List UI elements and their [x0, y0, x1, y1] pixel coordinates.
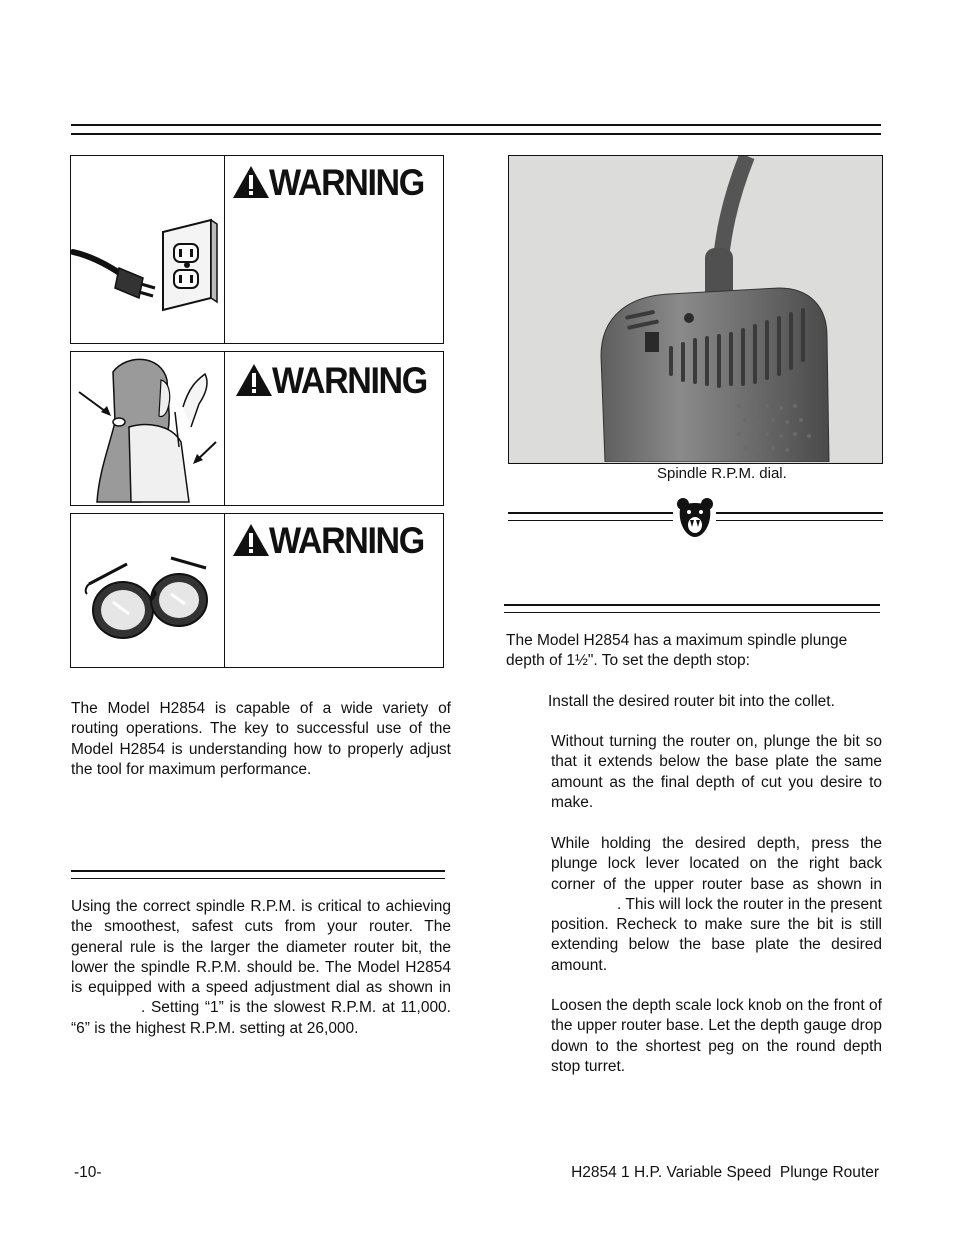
bear-logo-icon	[676, 497, 714, 539]
depth-intro: The Model H2854 has a maximum spindle plunge depth of 1½". To set the depth stop:	[506, 632, 848, 670]
warning-header	[231, 518, 437, 562]
rpm-text-part2: . Setting “1” is the slowest R.P.M. at 11,000. “6” is the highest R.P.M. setting at 26,000.	[71, 999, 451, 1037]
warning-header	[231, 160, 437, 204]
section-rule-depth	[504, 604, 880, 606]
rpm-text-part1: Using the correct spindle R.P.M. is critical to achieving the smoothest, safest cuts from your router. The general rule is the larger the diameter router bit, the lower the spindle R.P.M. should be. The Model H2854 is equipped with a speed adjustment dial as shown in	[71, 898, 451, 997]
step-2: Without turning the router on, plunge the bit so that it extends below the base plate the same amount as the final depth of cut you desire to make.	[551, 733, 882, 811]
warning-triangle-icon	[234, 362, 274, 398]
step-3-part1: While holding the desired depth, press the plunge lock lever located on the right back corner of the upper router base as shown in	[551, 835, 882, 893]
warning-label: WARNING	[272, 359, 427, 401]
footer-model-title: H2854 1 H.P. Variable Speed Plunge Router	[571, 1164, 879, 1181]
logo-rule-right-top	[716, 512, 883, 514]
plug-outlet-icon	[71, 156, 224, 343]
long-hair-icon	[71, 352, 224, 505]
safety-glasses-icon	[71, 514, 224, 667]
intro-paragraph: The Model H2854 is capable of a wide variety of routing operations. The key to successful use of the Model H2854 is understanding how to properly adjust the tool for maximum performance.	[71, 700, 451, 778]
router-photo	[508, 155, 883, 464]
warning-triangle-icon	[231, 522, 271, 558]
step-3	[551, 834, 882, 976]
warning-triangle-icon	[231, 164, 271, 200]
warning-box-hair	[70, 351, 444, 506]
section-rule-depth-lower	[504, 612, 880, 613]
step-4: Loosen the depth scale lock knob on the front of the upper router base. Let the depth gauge drop down to the shortest peg on the round depth stop turret.	[551, 997, 882, 1075]
header-rule-top	[71, 124, 881, 126]
warning-box-eye	[70, 513, 444, 668]
warning-box-electrical	[70, 155, 444, 344]
logo-rule-right-bottom	[716, 520, 883, 521]
section-rule-rpm-lower	[71, 878, 445, 879]
step-3-part2: . This will lock the router in the present position. Recheck to make sure the bit is still extending below the base plate the desired amount.	[551, 895, 882, 974]
step-1: Install the desired router bit into the collet.	[548, 693, 835, 710]
logo-rule-left-top	[508, 512, 673, 514]
warning-header	[234, 358, 440, 402]
photo-caption: Spindle R.P.M. dial.	[657, 465, 787, 482]
warning-label: WARNING	[269, 519, 424, 561]
header-rule-bottom	[71, 133, 881, 135]
rpm-paragraph	[71, 897, 451, 1039]
warning-label: WARNING	[269, 161, 424, 203]
section-rule-rpm	[71, 870, 445, 872]
page-number: -10-	[74, 1164, 102, 1181]
logo-rule-left-bottom	[508, 520, 673, 521]
